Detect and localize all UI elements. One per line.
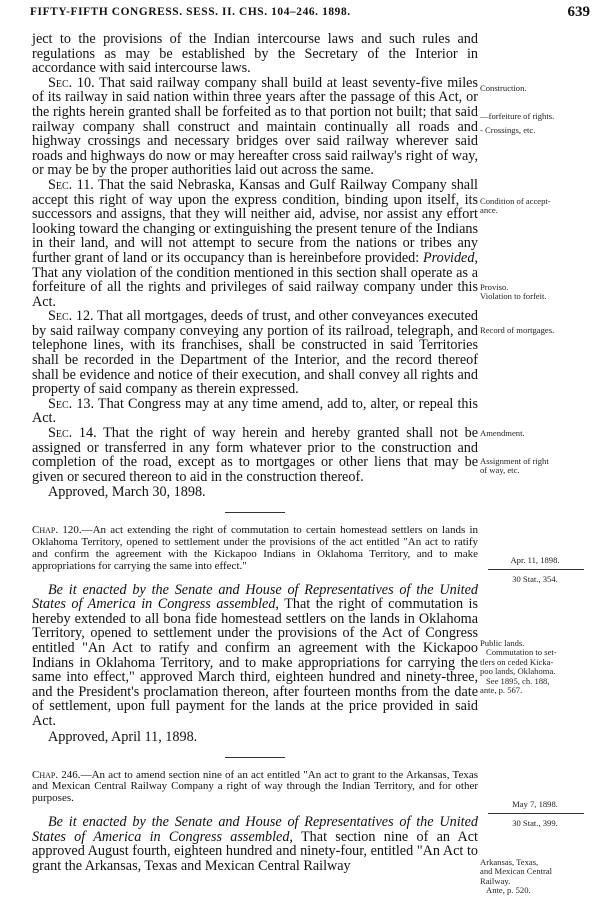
section-label: Sec. 14. — [48, 425, 97, 442]
section-text: That the said Nebraska, Kansas and Gulf Railway Company shall accept this right of way upon the express condition, binding upon itself, its successors and assigns, that they will neither aid, advise, nor assist any effort looking toward the changing or extinguishing the present tenure of the Indians in their land, and will not attempt to secure from the nations or tribes any further grant of land or its occupancy than is hereinbefore provided: — [32, 176, 478, 266]
margin-note-line: Violation to forfeit. — [480, 291, 547, 302]
margin-note-line: Ante, p. 520. — [486, 885, 531, 896]
margin-note-line: Condition of accept- — [480, 196, 551, 206]
divider-rule — [225, 757, 285, 758]
margin-note-line: ance. — [480, 205, 498, 216]
divider-rule — [225, 512, 285, 513]
enacting-clause: Be it enacted by the Senate and House of Representatives of the United States of America in Congress assembled, — [32, 813, 478, 845]
margin-note-proviso — [480, 283, 590, 302]
margin-note-line: Public lands. — [480, 638, 525, 648]
chapter-body-text: That the right of commutation is hereby extended to all bona fide homestead settlers on the lands in Oklahoma Territory, opened to settlement under the provisions of the Act of Congress entitled "An Act to ratify and confirm an agreement with the Kickapoo Indians in Oklahoma Territory, and to make appropriations for carrying the same into effect," approved March third, eighteen hundred and ninety-three, and the President's proclamation thereon, after fourteen months from the date of settlement, upon full payment for the lands at the price provided in said Act. — [32, 596, 478, 729]
margin-note-public-lands — [480, 639, 590, 695]
section-13 — [32, 397, 478, 426]
running-title: FIFTY-FIFTH CONGRESS. SESS. II. CHS. 104–246. 1898. — [30, 6, 351, 18]
margin-note-line: Railway. — [480, 875, 511, 886]
section-14 — [32, 426, 478, 484]
section-text: That Congress may at any time amend, add to, alter, or repeal this Act. — [32, 395, 478, 427]
margin-note-line: of way, etc. — [480, 465, 520, 476]
margin-note-line: tlers on ceded Kicka- — [480, 656, 554, 667]
section-label: Sec. 13. — [48, 395, 95, 412]
margin-note-condition — [480, 197, 590, 216]
chapter-246-body — [32, 815, 478, 873]
approval-date: Approved, March 30, 1898. — [48, 484, 206, 501]
margin-note-record: Record of mortgages. — [480, 325, 555, 335]
chapter-246-summary — [32, 770, 478, 805]
chapter-label: Chap. 120. — [32, 524, 82, 537]
section-text: That all mortgages, deeds of trust, and other conveyances executed by said railway company conveying any portion of its railroad, telegraph, and telephone lines, with its franchises, shall be constructed in said Territories shall be recorded in the Department of the Interior, and the record thereof shall be evidence and notice of their execution, and shall convey all rights and property of said company as therein expressed. — [32, 308, 478, 398]
margin-note-line: ante, p. 567. — [480, 685, 523, 696]
margin-rule — [488, 813, 584, 814]
section-label: Sec. 12. — [48, 308, 94, 325]
chapter-120-body — [32, 583, 478, 729]
margin-note-crossings: - Crossings, etc. — [480, 125, 536, 135]
margin-note-construction: Construction. — [480, 83, 527, 93]
chapter-summary-text: —An act extending the right of commutation to certain homestead settlers on lands in Oklahoma Territory, opened to settlement under the provisions of the act entitled "An act to ratify and confirm the agreement with the Kickapoo Indians in Oklahoma Territory, and to make appropriations for carrying the same into effect." — [32, 524, 479, 572]
margin-note-line: poo lands, Oklahoma. — [480, 666, 556, 677]
margin-note-apr-stat: 30 Stat., 354. — [512, 574, 558, 584]
paragraph-continuation: ject to the provisions of the Indian intercourse laws and such rules and regulations as may be established by the Secretary of the Interior in accordance with said intercourse laws. — [32, 31, 478, 77]
margin-note-line: Arkansas, Texas, — [480, 857, 539, 867]
margin-note-forfeiture: —forfeiture of rights. — [480, 111, 555, 121]
margin-note-arkansas — [480, 858, 590, 896]
page-number: 639 — [567, 4, 590, 20]
section-text: That said railway company shall build at least seventy-five miles of its railway in said nation within three years after the passage of this Act, or the rights herein granted shall be forfeited as to that portion not built; that said railway company shall construct and maintain continually all roads and highway crossings and necessary bridges over said railway wherever said roads and highways do now or may hereafter cross said railway's right of way, or may be by the proper authorities laid out across the same. — [32, 74, 478, 179]
margin-note-line: Proviso. — [480, 282, 509, 292]
margin-note-amendment: Amendment. — [480, 428, 525, 438]
margin-note-line: See 1895, ch. 188, — [486, 675, 550, 686]
margin-note-may-date: May 7, 1898. — [512, 799, 558, 809]
chapter-120-summary — [32, 525, 478, 572]
margin-rule — [488, 569, 584, 570]
section-text: That the right of way herein and hereby granted shall not be assigned or transferred in any form whatever prior to the construction and completion of the road, except as to mortgages or other liens that may be given or secured thereon to aid in the construction thereof. — [32, 425, 478, 485]
proviso-word: Provided, — [422, 249, 478, 266]
margin-note-apr-date: Apr. 11, 1898. — [510, 555, 560, 565]
margin-note-assignment — [480, 457, 590, 476]
section-text: That any violation of the condition mentioned in this section shall operate as a forfeiture of all the rights and privileges of said railway company under this Act. — [32, 264, 478, 310]
section-label: Sec. 10. — [48, 74, 95, 91]
chapter-summary-text: —An act to amend section nine of an act entitled "An act to grant to the Arkansas, Texas and Mexican Central Railway Company a right of way through the Indian Territory, and for other purposes. — [32, 768, 479, 805]
margin-note-line: and Mexican Central — [480, 866, 553, 877]
section-12 — [32, 309, 478, 397]
approval-date: Approved, April 11, 1898. — [48, 728, 198, 745]
main-text-column — [32, 32, 478, 873]
section-11 — [32, 178, 478, 309]
section-label: Sec. 11. — [48, 176, 94, 193]
chapter-label: Chap. 246. — [32, 768, 81, 781]
chapter-body-text: That section nine of an Act approved August fourth, eighteen hundred and ninety-four, entitled "An Act to grant the Arkansas, Texas and Mexican Central Railway — [32, 828, 479, 874]
margin-notes-column — [480, 0, 590, 917]
enacting-clause: Be it enacted by the Senate and House of Representatives of the United States of America in Congress assembled, — [32, 581, 478, 613]
margin-note-may-stat: 30 Stat., 399. — [512, 818, 558, 828]
section-10 — [32, 76, 478, 178]
margin-note-line: Assignment of right — [480, 456, 549, 466]
margin-note-line: Commutation to set- — [486, 647, 557, 658]
